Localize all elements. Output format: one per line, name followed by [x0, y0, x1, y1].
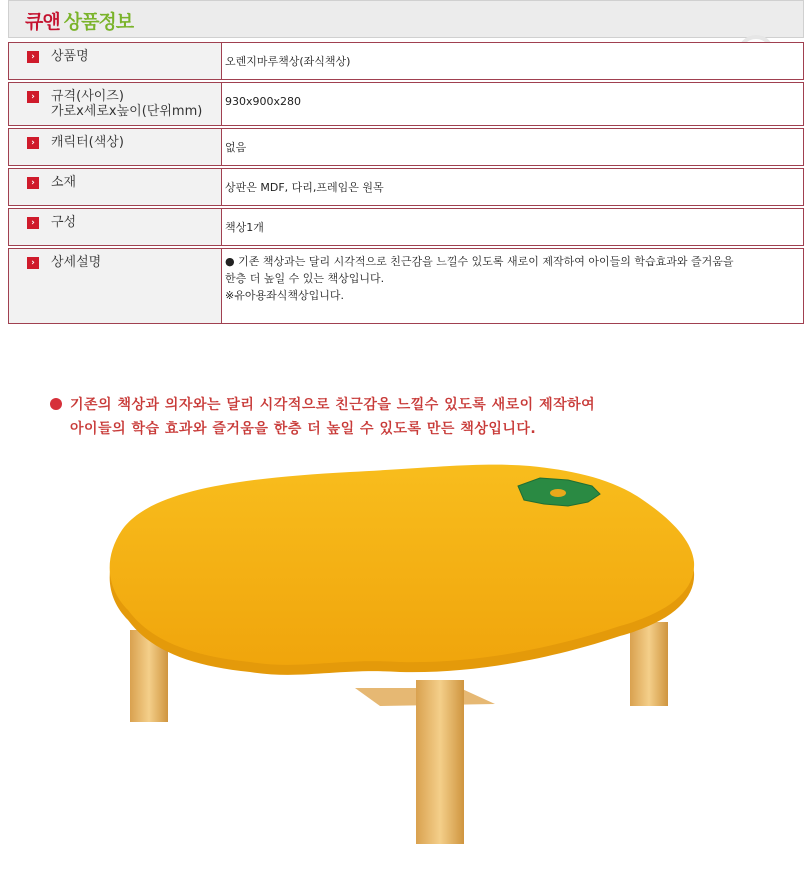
intro-text: [50, 393, 770, 441]
spec-value: 상판은 MDF, 다리,프레임은 원목: [225, 181, 384, 194]
arrow-icon: ›: [27, 217, 39, 229]
spec-value-cell: [222, 208, 804, 246]
spec-value: 930x900x280: [225, 95, 302, 108]
spec-value: 책상1개: [225, 221, 264, 234]
spec-label-cell: [8, 248, 222, 324]
spec-label: 소재: [51, 175, 77, 190]
spec-table: [8, 40, 804, 326]
arrow-icon: ›: [27, 257, 39, 269]
spec-value: 없음: [225, 141, 247, 154]
spec-label-cell: [8, 42, 222, 80]
spec-row: [8, 82, 804, 126]
spec-label-cell: [8, 208, 222, 246]
spec-label: 상세설명: [51, 255, 102, 270]
arrow-icon: ›: [27, 177, 39, 189]
arrow-icon: ›: [27, 91, 39, 103]
spec-label: 규격(사이즈): [51, 89, 124, 104]
spec-value-cell: [222, 168, 804, 206]
spec-value: 한층 더 높일 수 있는 책상입니다.: [225, 272, 385, 285]
brand-name: 큐앤: [25, 11, 60, 33]
spec-row: [8, 168, 804, 206]
bullet-icon: [50, 398, 62, 410]
arrow-icon: ›: [27, 51, 39, 63]
spec-label-cell: [8, 128, 222, 166]
leaf-center: [550, 489, 566, 497]
intro-line-1: 기존의 책상과 의자와는 달리 시각적으로 친근감을 느낄수 있도록 새로이 제작하여: [50, 393, 770, 417]
spec-row: [8, 128, 804, 166]
spec-label: 캐릭터(색상): [51, 135, 124, 150]
section-title-text: 상품정보: [63, 11, 134, 33]
spec-label: 상품명: [51, 49, 89, 64]
spec-row: [8, 42, 804, 80]
table-leg: [416, 680, 464, 844]
spec-label: 구성: [51, 215, 77, 230]
spec-value-cell: [222, 248, 804, 324]
section-title: [25, 7, 133, 34]
intro-line-2: 아이들의 학습 효과와 즐거움을 한층 더 높일 수 있도록 만든 책상입니다.: [70, 421, 537, 437]
header-bar: [8, 0, 804, 38]
arrow-icon: ›: [27, 137, 39, 149]
spec-value-cell: [222, 128, 804, 166]
spec-row: [8, 208, 804, 246]
spec-value: ※유아용좌식책상입니다.: [225, 289, 344, 302]
table-leg: [630, 622, 668, 706]
product-photo: [100, 460, 710, 850]
spec-label-cell: [8, 82, 222, 126]
spec-label-cell: [8, 168, 222, 206]
spec-value: 오렌지마루책상(좌식책상): [225, 55, 351, 68]
spec-label-sub: 가로x세로x높이(단위mm): [51, 104, 203, 119]
spec-value-cell: [222, 82, 804, 126]
spec-row: [8, 248, 804, 324]
spec-value-cell: [222, 42, 804, 80]
spec-value: ● 기존 책상과는 달리 시각적으로 친근감을 느낄수 있도록 새로이 제작하여 아이들의 학습효과와 즐거움을: [225, 255, 734, 268]
